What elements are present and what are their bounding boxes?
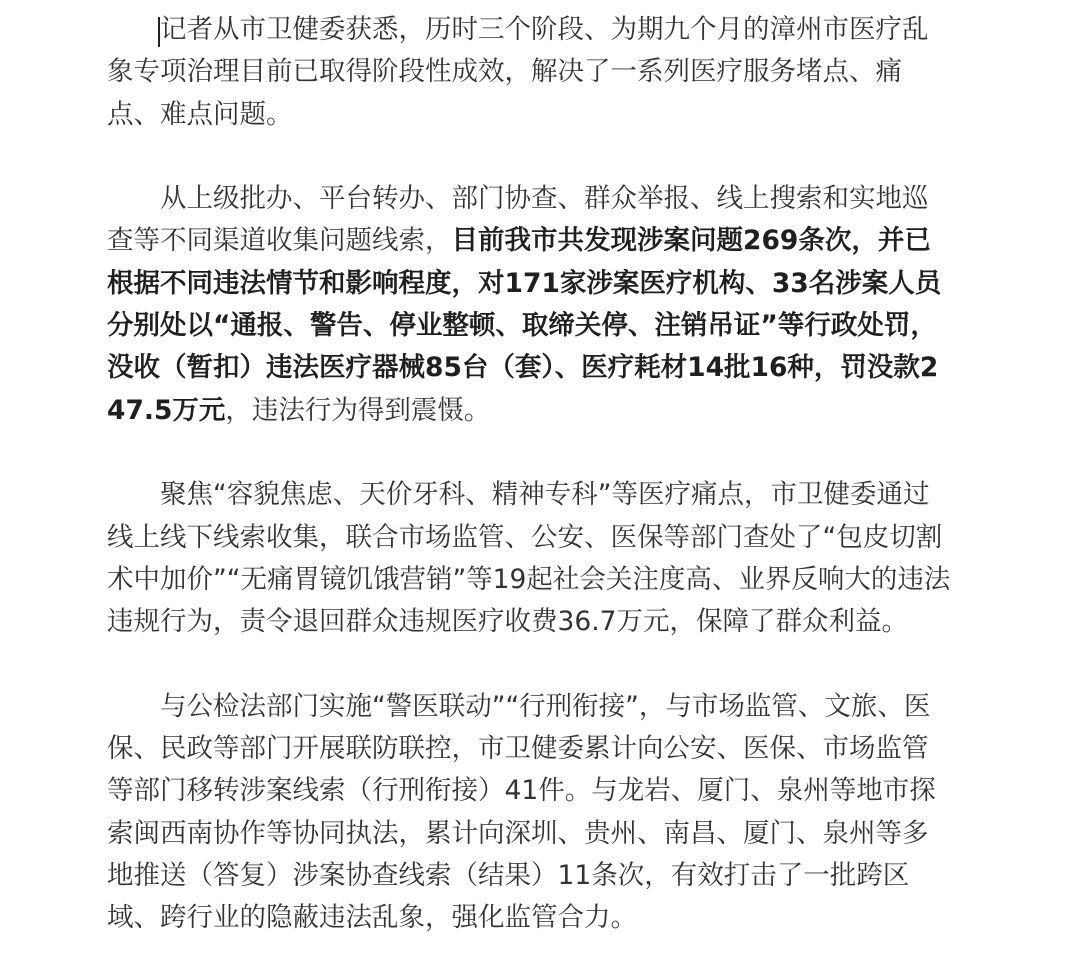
paragraph-cases-tail: ，违法行为得到震慑。	[225, 394, 491, 426]
paragraph-cases-lead: 从上级批办、平台转办、部门协查、群众举报、线上搜索和实地巡查等不同渠道收集问题线索，	[107, 183, 929, 257]
article-body	[107, 9, 953, 940]
paragraph-cases	[107, 178, 953, 432]
paragraph-focus: 聚焦“容貌焦虑、天价牙科、精神专科”等医疗痛点，市卫健委通过线上线下线索收集，联合市场监管、公安、医保等部门查处了“包皮切割术中加价”“无痛胃镜饥饿营销”等19起社会关注度高、业界反响大的违法违规行为，责令退回群众违规医疗收费36.7万元，保障了群众利益。	[107, 479, 951, 638]
paragraph-cases-bold: 目前我市共发现涉案问题269条次，并已根据不同违法情节和影响程度，对171家涉案医疗机构、33名涉案人员分别处以“通报、警告、停业整顿、取缔关停、注销吊证”等行政处罚，没收（暂扣）违法医疗器械85台（套）、医疗耗材14批16种，罚没款247.5万元	[107, 225, 942, 426]
paragraph-cooperation: 与公检法部门实施“警医联动”“行刑衔接”，与市场监管、文旅、医保、民政等部门开展联防联控，市卫健委累计向公安、医保、市场监管等部门移转涉案线索（行刑衔接）41件。与龙岩、厦门、泉州等地市探索闽西南协作等协同执法，累计向深圳、贵州、南昌、厦门、泉州等多地推送（答复）涉案协查线索（结果）11条次，有效打击了一批跨区域、跨行业的隐蔽违法乱象，强化监管合力。	[107, 690, 936, 934]
paragraph-intro: 记者从市卫健委获悉，历时三个阶段、为期九个月的漳州市医疗乱象专项治理目前已取得阶段性成效，解决了一系列医疗服务堵点、痛点、难点问题。	[107, 14, 929, 130]
